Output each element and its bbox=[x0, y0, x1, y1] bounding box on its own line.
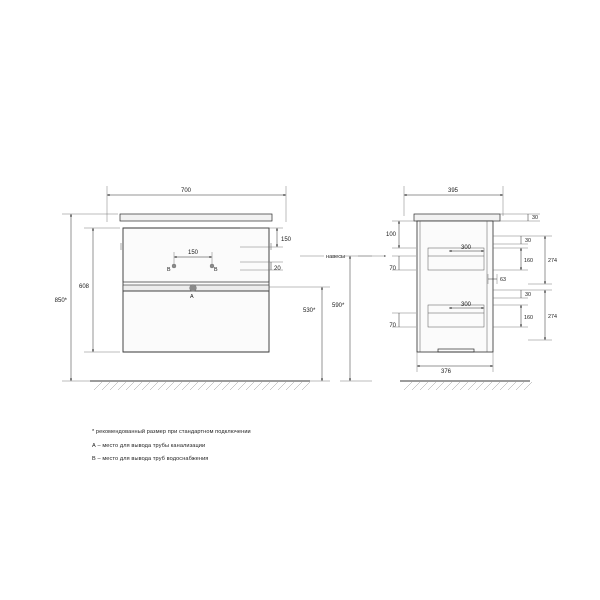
side-dim-160-upper: 160 bbox=[524, 258, 533, 264]
side-dim-300-upper: 300 bbox=[460, 245, 472, 251]
front-label-b-left: B bbox=[167, 267, 171, 273]
front-label-b-right: B bbox=[214, 267, 218, 273]
front-label-a: A bbox=[190, 294, 194, 300]
front-dim-850: 850* bbox=[54, 298, 67, 304]
side-dim-70-upper: 70 bbox=[389, 266, 396, 272]
front-countertop bbox=[120, 214, 272, 221]
side-dim-30-lower-gap: 30 bbox=[525, 292, 531, 298]
front-dim-608: 608 bbox=[78, 284, 89, 290]
front-dim-530: 530* bbox=[303, 308, 316, 314]
side-cabinet-body bbox=[417, 221, 493, 352]
front-point-a-marker bbox=[190, 285, 197, 292]
side-floor-hatch bbox=[404, 382, 532, 390]
front-floor-hatch bbox=[94, 382, 310, 390]
front-view bbox=[55, 186, 330, 390]
legend-line-3: В – место для вывода труб водоснабжения bbox=[92, 456, 209, 462]
front-dim-width-700: 700 bbox=[180, 188, 192, 194]
side-dim-30-top: 30 bbox=[532, 215, 538, 221]
hangers-callout bbox=[300, 254, 386, 260]
legend-line-1: * рекомендованный размер при стандартном подключении bbox=[92, 429, 251, 435]
side-dim-100: 100 bbox=[385, 232, 396, 238]
side-dim-63: 63 bbox=[500, 277, 506, 283]
legend-block bbox=[92, 426, 251, 467]
side-view bbox=[332, 186, 557, 390]
side-dim-395: 395 bbox=[447, 188, 459, 194]
side-dim-376: 376 bbox=[440, 369, 452, 375]
front-dim-hanger-span-150: 150 bbox=[187, 250, 199, 256]
side-dim-160-lower: 160 bbox=[524, 315, 533, 321]
side-dim-70-lower: 70 bbox=[389, 323, 396, 329]
legend-line-2: А – место для вывода трубы канализации bbox=[92, 442, 206, 449]
side-dim-30-upper-gap: 30 bbox=[525, 238, 531, 244]
front-point-b-left-marker bbox=[172, 264, 176, 268]
side-dim-274-upper: 274 bbox=[548, 258, 557, 264]
side-countertop bbox=[414, 214, 500, 221]
hangers-callout-label: навесы bbox=[326, 254, 346, 260]
side-dim-590: 590* bbox=[332, 303, 345, 309]
front-dim-20: 20 bbox=[274, 266, 281, 272]
front-dim-150: 150 bbox=[281, 237, 292, 243]
side-dim-274-lower: 274 bbox=[548, 314, 557, 320]
side-dim-300-lower: 300 bbox=[460, 302, 472, 308]
